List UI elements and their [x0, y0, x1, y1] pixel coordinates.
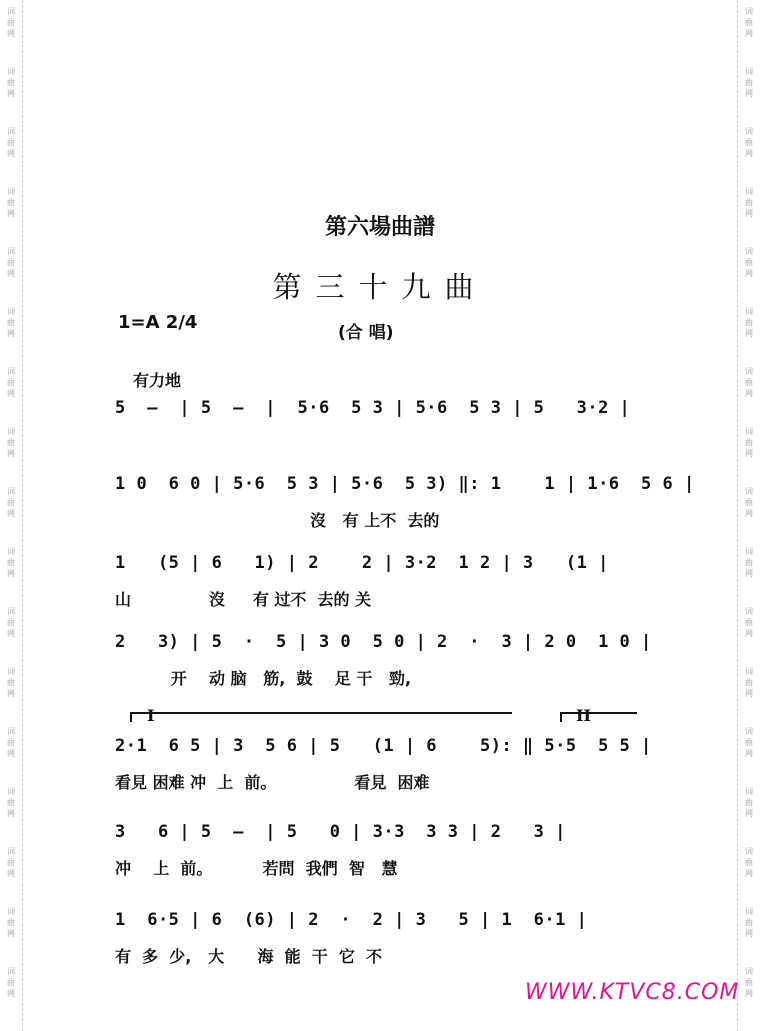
watermark-char: 词	[7, 727, 15, 736]
watermark-char: 曲	[745, 678, 753, 687]
watermark-char: 曲	[7, 198, 15, 207]
watermark-char: 曲	[745, 738, 753, 747]
watermark-char: 曲	[745, 198, 753, 207]
lyrics-line: 有 多 少, 大 海 能 干 它 不	[115, 947, 383, 966]
watermark-char: 词	[745, 547, 753, 556]
watermark-char: 曲	[745, 138, 753, 147]
watermark-char: 网	[7, 149, 15, 158]
notes-line: 1 6·5 | 6 (6) | 2 · 2 | 3 5 | 1 6·1 |	[115, 910, 588, 930]
watermark-char: 网	[745, 629, 753, 638]
watermark-mark	[738, 966, 760, 999]
watermark-char: 曲	[7, 498, 15, 507]
watermark-char: 曲	[745, 978, 753, 987]
watermark-char: 词	[745, 367, 753, 376]
watermark-char: 词	[7, 547, 15, 556]
watermark-mark	[0, 846, 22, 879]
watermark-char: 词	[7, 607, 15, 616]
watermark-char: 词	[7, 787, 15, 796]
site-watermark: WWW.KTVC8.COM	[525, 980, 740, 1005]
watermark-char: 曲	[745, 438, 753, 447]
watermark-char: 网	[745, 689, 753, 698]
watermark-char: 曲	[745, 78, 753, 87]
watermark-char: 网	[745, 929, 753, 938]
watermark-char: 曲	[7, 678, 15, 687]
watermark-char: 网	[7, 869, 15, 878]
watermark-char: 网	[7, 569, 15, 578]
watermark-char: 曲	[745, 498, 753, 507]
performance-note: (合 唱)	[338, 323, 394, 343]
watermark-char: 词	[745, 787, 753, 796]
notes-line: 1 0 6 0 | 5·6 5 3 | 5·6 5 3) ‖: 1 1 | 1·6 5 6 |	[115, 474, 695, 494]
watermark-char: 网	[7, 929, 15, 938]
watermark-char: 词	[7, 307, 15, 316]
watermark-char: 网	[745, 449, 753, 458]
watermark-char: 曲	[7, 378, 15, 387]
watermark-char: 词	[7, 127, 15, 136]
watermark-char: 词	[745, 67, 753, 76]
watermark-char: 网	[7, 449, 15, 458]
watermark-char: 网	[7, 689, 15, 698]
watermark-char: 词	[745, 7, 753, 16]
watermark-mark	[0, 906, 22, 939]
watermark-char: 网	[745, 389, 753, 398]
watermark-char: 词	[7, 487, 15, 496]
watermark-char: 网	[745, 89, 753, 98]
right-watermark-strip	[737, 0, 760, 1031]
watermark-char: 网	[7, 329, 15, 338]
notes-line: 1 (5 | 6 1) | 2 2 | 3·2 1 2 | 3 (1 |	[115, 553, 609, 573]
watermark-char: 网	[745, 809, 753, 818]
watermark-char: 词	[7, 7, 15, 16]
watermark-char: 曲	[7, 318, 15, 327]
watermark-char: 曲	[7, 858, 15, 867]
watermark-char: 网	[745, 149, 753, 158]
watermark-char: 曲	[745, 618, 753, 627]
lyrics-line: 开 动 脑 筋, 鼓 足 干 勁,	[115, 669, 412, 688]
watermark-char: 词	[7, 67, 15, 76]
watermark-char: 词	[7, 907, 15, 916]
watermark-char: 词	[7, 847, 15, 856]
watermark-char: 曲	[7, 738, 15, 747]
lyrics-line: 冲 上 前。 若問 我們 智 慧	[115, 859, 398, 878]
watermark-char: 词	[745, 187, 753, 196]
volta-bracket-1	[130, 712, 512, 722]
watermark-char: 曲	[7, 618, 15, 627]
watermark-char: 网	[745, 569, 753, 578]
watermark-char: 曲	[745, 258, 753, 267]
watermark-char: 词	[745, 847, 753, 856]
watermark-mark	[0, 486, 22, 519]
watermark-char: 词	[7, 247, 15, 256]
watermark-char: 网	[745, 989, 753, 998]
watermark-mark	[0, 786, 22, 819]
volta-label-2: II	[576, 706, 591, 725]
volta-bracket-2	[560, 712, 637, 722]
watermark-char: 曲	[745, 18, 753, 27]
watermark-mark	[0, 966, 22, 999]
tempo-marking: 有力地	[133, 371, 182, 390]
watermark-mark	[0, 726, 22, 759]
watermark-char: 曲	[7, 138, 15, 147]
watermark-char: 词	[745, 127, 753, 136]
key-signature: 1=A 2/4	[118, 312, 198, 333]
watermark-mark	[738, 846, 760, 879]
watermark-char: 词	[745, 307, 753, 316]
notes-line: 2·1 6 5 | 3 5 6 | 5 (1 | 6 5): ‖ 5·5 5 5 |	[115, 736, 652, 756]
watermark-char: 词	[745, 907, 753, 916]
watermark-char: 词	[745, 727, 753, 736]
watermark-char: 词	[745, 967, 753, 976]
watermark-mark	[738, 726, 760, 759]
watermark-char: 曲	[7, 78, 15, 87]
watermark-mark	[738, 906, 760, 939]
watermark-mark	[0, 666, 22, 699]
watermark-char: 网	[7, 509, 15, 518]
watermark-mark	[738, 306, 760, 339]
watermark-mark	[738, 546, 760, 579]
watermark-mark	[738, 606, 760, 639]
watermark-char: 网	[745, 329, 753, 338]
watermark-mark	[738, 126, 760, 159]
watermark-char: 词	[7, 367, 15, 376]
left-watermark-strip	[0, 0, 23, 1031]
lyrics-line: 沒 有 上不 去的	[115, 511, 440, 530]
lyrics-line: 山 沒 有 过不 去的 关	[115, 590, 372, 609]
watermark-mark	[738, 6, 760, 39]
notes-line: 3 6 | 5 — | 5 0 | 3·3 3 3 | 2 3 |	[115, 822, 566, 842]
watermark-mark	[738, 486, 760, 519]
watermark-char: 曲	[7, 918, 15, 927]
volta-label-1: I	[147, 706, 155, 725]
watermark-char: 网	[7, 809, 15, 818]
watermark-mark	[0, 606, 22, 639]
watermark-char: 曲	[745, 858, 753, 867]
lyrics-line: 看見 困难 冲 上 前。 看見 困难	[115, 773, 430, 792]
watermark-char: 网	[745, 509, 753, 518]
watermark-char: 词	[745, 247, 753, 256]
watermark-char: 网	[7, 89, 15, 98]
watermark-mark	[0, 426, 22, 459]
watermark-char: 词	[745, 427, 753, 436]
watermark-char: 网	[7, 269, 15, 278]
watermark-char: 网	[745, 29, 753, 38]
watermark-mark	[738, 366, 760, 399]
watermark-char: 曲	[745, 558, 753, 567]
watermark-char: 词	[745, 607, 753, 616]
watermark-char: 网	[7, 29, 15, 38]
watermark-char: 曲	[745, 918, 753, 927]
watermark-mark	[0, 306, 22, 339]
watermark-mark	[738, 666, 760, 699]
watermark-mark	[738, 786, 760, 819]
notes-line: 2 3) | 5 · 5 | 3 0 5 0 | 2 · 3 | 2 0 1 0 |	[115, 632, 652, 652]
watermark-char: 曲	[745, 318, 753, 327]
song-title: 第三十九曲	[272, 270, 488, 304]
watermark-char: 词	[745, 487, 753, 496]
watermark-char: 网	[7, 989, 15, 998]
watermark-char: 曲	[7, 558, 15, 567]
watermark-char: 词	[7, 667, 15, 676]
watermark-char: 曲	[7, 798, 15, 807]
notes-line: 5 — | 5 — | 5·6 5 3 | 5·6 5 3 | 5 3·2 |	[115, 398, 631, 418]
watermark-char: 曲	[7, 438, 15, 447]
watermark-char: 曲	[745, 378, 753, 387]
watermark-char: 词	[7, 427, 15, 436]
watermark-mark	[0, 546, 22, 579]
watermark-char: 曲	[7, 978, 15, 987]
watermark-mark	[738, 66, 760, 99]
watermark-mark	[0, 66, 22, 99]
watermark-char: 网	[745, 749, 753, 758]
watermark-char: 网	[7, 629, 15, 638]
watermark-char: 网	[745, 869, 753, 878]
page-title: 第六場曲譜	[324, 215, 435, 240]
watermark-char: 网	[7, 749, 15, 758]
watermark-char: 词	[7, 187, 15, 196]
watermark-char: 网	[7, 389, 15, 398]
watermark-mark	[0, 366, 22, 399]
watermark-char: 网	[7, 209, 15, 218]
watermark-char: 网	[745, 269, 753, 278]
watermark-char: 曲	[7, 258, 15, 267]
watermark-mark	[0, 126, 22, 159]
watermark-char: 词	[7, 967, 15, 976]
watermark-mark	[738, 426, 760, 459]
watermark-char: 词	[745, 667, 753, 676]
watermark-char: 网	[745, 209, 753, 218]
watermark-char: 曲	[7, 18, 15, 27]
watermark-char: 曲	[745, 798, 753, 807]
watermark-mark	[0, 6, 22, 39]
